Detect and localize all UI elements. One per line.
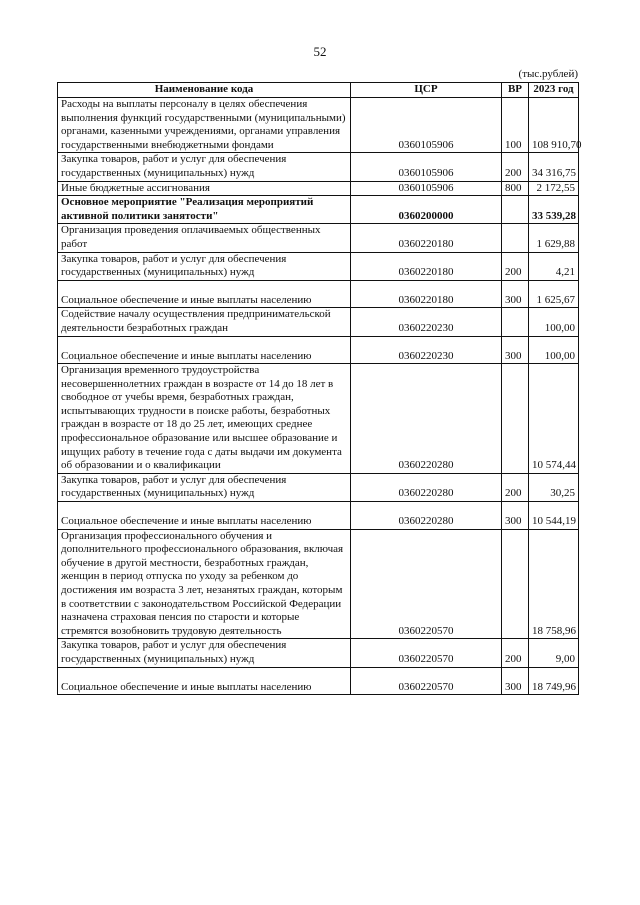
cell-name: Социальное обеспечение и иные выплаты населению: [58, 336, 351, 364]
table-row: [58, 364, 579, 474]
cell-name: Основное мероприятие "Реализация мероприятий активной политики занятости": [58, 196, 351, 224]
cell-name: Иные бюджетные ассигнования: [58, 181, 351, 196]
cell-sum: 18 749,96: [529, 667, 579, 695]
table-row: [58, 98, 579, 153]
table-row: [58, 181, 579, 196]
cell-sum: 9,00: [529, 639, 579, 667]
cell-name: Закупка товаров, работ и услуг для обеспечения государственных (муниципальных) нужд: [58, 252, 351, 280]
cell-csr: 0360105906: [351, 98, 502, 153]
table-header-row: [58, 83, 579, 98]
table-row: [58, 252, 579, 280]
cell-sum: 33 539,28: [529, 196, 579, 224]
cell-name: Организация проведения оплачиваемых общественных работ: [58, 224, 351, 252]
budget-table: [57, 82, 582, 695]
cell-csr: 0360220230: [351, 308, 502, 336]
cell-vr: 300: [502, 336, 529, 364]
cell-csr: 0360105906: [351, 181, 502, 196]
cell-name: Социальное обеспечение и иные выплаты населению: [58, 667, 351, 695]
table-row: [58, 529, 579, 639]
cell-vr: 200: [502, 252, 529, 280]
table-row: [58, 224, 579, 252]
header-vr: ВР: [502, 83, 529, 98]
table-row: [58, 153, 579, 181]
cell-name: Социальное обеспечение и иные выплаты населению: [58, 502, 351, 530]
cell-vr: 200: [502, 639, 529, 667]
cell-vr: 300: [502, 667, 529, 695]
cell-name: Организация профессионального обучения и дополнительного профессионального образования, включая обучение в другой местности, безработных граждан, женщин в период отпуска по уходу за ребенком до достижения им возраста 3 лет, незанятых граждан, которым в соответствии с законодательством Российской Федерации назначена страховая пенсия по старости и которые стремятся возобновить трудовую деятельность: [58, 529, 351, 639]
cell-sum: 1 625,67: [529, 280, 579, 308]
cell-sum: 2 172,55: [529, 181, 579, 196]
cell-vr: [502, 529, 529, 639]
cell-vr: 300: [502, 502, 529, 530]
cell-sum: 10 544,19: [529, 502, 579, 530]
table-row: [58, 502, 579, 530]
cell-csr: 0360105906: [351, 153, 502, 181]
cell-name: Организация временного трудоустройства несовершеннолетних граждан в возрасте от 14 до 18 лет в свободное от учебы время, безработных граждан, испытывающих трудности в поиске работы, безработных граждан в возрасте от 18 до 25 лет, имеющих среднее профессиональное образование или высшее образование и ищущих работу в течение года с даты выдачи им документа об образовании и о квалификации: [58, 364, 351, 474]
table-row: [58, 639, 579, 667]
cell-sum: 100,00: [529, 336, 579, 364]
cell-name: Закупка товаров, работ и услуг для обеспечения государственных (муниципальных) нужд: [58, 639, 351, 667]
cell-name: Расходы на выплаты персоналу в целях обеспечения выполнения функций государственными (муниципальными) органами, казенными учреждениями, органами управления государственными внебюджетными фондами: [58, 98, 351, 153]
cell-vr: [502, 308, 529, 336]
table-row: [58, 667, 579, 695]
cell-csr: 0360220280: [351, 364, 502, 474]
cell-vr: 800: [502, 181, 529, 196]
cell-vr: 200: [502, 153, 529, 181]
cell-csr: 0360220180: [351, 280, 502, 308]
cell-sum: 1 629,88: [529, 224, 579, 252]
cell-sum: 100,00: [529, 308, 579, 336]
cell-name: Закупка товаров, работ и услуг для обеспечения государственных (муниципальных) нужд: [58, 153, 351, 181]
cell-vr: [502, 196, 529, 224]
cell-vr: [502, 224, 529, 252]
header-csr: ЦСР: [351, 83, 502, 98]
cell-vr: 200: [502, 473, 529, 501]
cell-csr: 0360220280: [351, 502, 502, 530]
cell-csr: 0360220280: [351, 473, 502, 501]
cell-name: Закупка товаров, работ и услуг для обеспечения государственных (муниципальных) нужд: [58, 473, 351, 501]
header-year: 2023 год: [529, 83, 579, 98]
cell-csr: 0360220180: [351, 224, 502, 252]
cell-name: Содействие началу осуществления предпринимательской деятельности безработных граждан: [58, 308, 351, 336]
cell-csr: 0360220570: [351, 667, 502, 695]
page-number: 52: [313, 44, 327, 59]
table-row: [58, 280, 579, 308]
cell-csr: 0360220570: [351, 639, 502, 667]
cell-sum: 34 316,75: [529, 153, 579, 181]
cell-vr: 300: [502, 280, 529, 308]
cell-vr: [502, 364, 529, 474]
cell-sum: 108 910,70: [529, 98, 579, 153]
header-name: Наименование кода: [58, 83, 351, 98]
cell-sum: 10 574,44: [529, 364, 579, 474]
cell-csr: 0360200000: [351, 196, 502, 224]
table-body: [58, 98, 582, 695]
table-row: [58, 336, 579, 364]
table-row: [58, 196, 579, 224]
table-row: [58, 473, 579, 501]
cell-vr: 100: [502, 98, 529, 153]
cell-csr: 0360220230: [351, 336, 502, 364]
cell-csr: 0360220570: [351, 529, 502, 639]
cell-name: Социальное обеспечение и иные выплаты населению: [58, 280, 351, 308]
table-row: [58, 308, 579, 336]
cell-csr: 0360220180: [351, 252, 502, 280]
units-label: (тыс.рублей): [518, 68, 578, 80]
cell-sum: 4,21: [529, 252, 579, 280]
cell-sum: 30,25: [529, 473, 579, 501]
cell-sum: 18 758,96: [529, 529, 579, 639]
